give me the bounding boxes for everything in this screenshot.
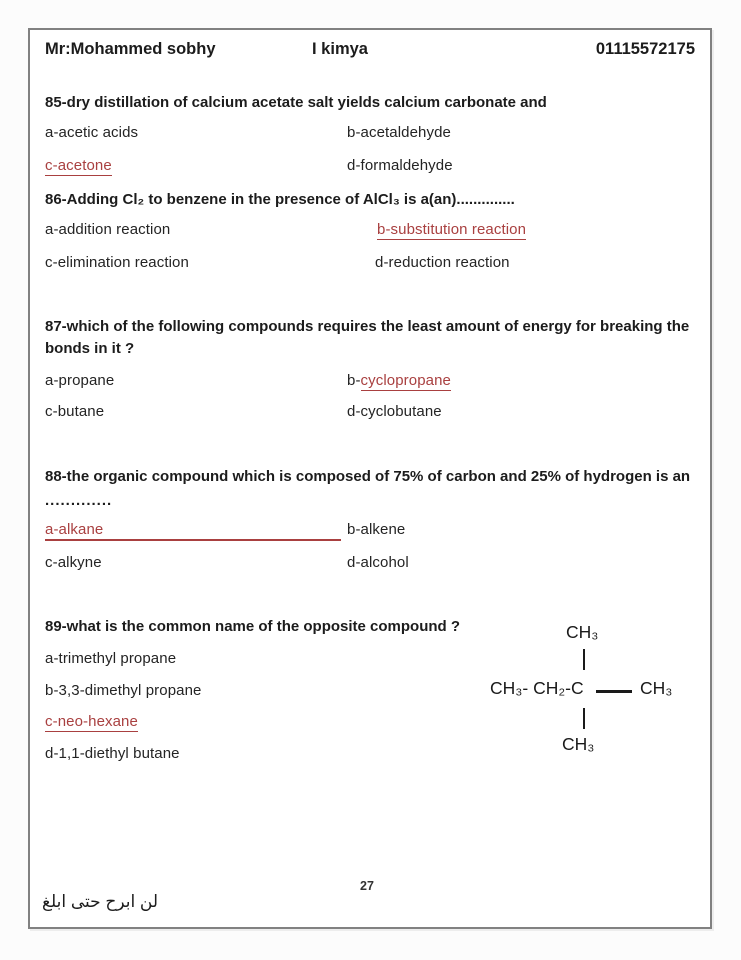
chemical-structure-diagram [490,620,705,795]
option-88-b: b-alkene [347,521,406,538]
structure-bond-vertical-top [583,649,585,670]
option-86-b-correct: b-substitution reaction [377,221,527,238]
option-87-b-correct: b-cyclopropane [347,372,451,389]
structure-main-chain: CH₃- CH₂-C [490,678,584,698]
option-88-d: d-alcohol [347,554,409,571]
subject-title: I kimya [312,40,368,58]
option-86-a: a-addition reaction [45,221,171,238]
arabic-footer-note: لن ابرح حتى ابلغ [42,892,159,911]
question-88-text: 88-the organic compound which is composed of 75% of carbon and 25% of hydrogen is an [45,468,691,485]
option-85-b: b-acetaldehyde [347,124,451,141]
option-85-d: d-formaldehyde [347,157,453,174]
page-number: 27 [360,879,374,893]
option-89-c-correct: c-neo-hexane [45,713,138,730]
option-86-d: d-reduction reaction [375,254,510,271]
structure-right-methyl-group: CH₃ [640,678,673,698]
option-89-b: b-3,3-dimethyl propane [45,682,202,699]
question-88-ellipsis: ............. [45,492,113,509]
option-87-a: a-propane [45,372,115,389]
option-87-c: c-butane [45,403,105,420]
option-85-c-correct: c-acetone [45,157,112,174]
teacher-name: Mr:Mohammed sobhy [45,40,216,58]
exam-page [28,28,712,929]
option-87-d: d-cyclobutane [347,403,442,420]
structure-bottom-methyl-group: CH₃ [562,734,595,754]
question-86-text: 86-Adding Cl₂ to benzene in the presence of AlCl₃ is a(an).............. [45,191,515,208]
question-87-text: 87-which of the following compounds requires the least amount of energy for breaking the bonds in it ? [45,318,690,357]
option-88-c: c-alkyne [45,554,102,571]
option-89-d: d-1,1-diethyl butane [45,745,180,762]
question-85-text: 85-dry distillation of calcium acetate salt yields calcium carbonate and [45,94,547,111]
option-88-a-correct: a-alkane [45,521,341,541]
page-header [45,40,695,59]
phone-number: 01115572175 [595,40,695,58]
option-89-a: a-trimethyl propane [45,650,177,667]
structure-bond-vertical-bottom [583,708,585,729]
option-86-c: c-elimination reaction [45,254,189,271]
structure-bond-horizontal [596,690,632,693]
option-85-a: a-acetic acids [45,124,139,141]
structure-top-methyl-group: CH₃ [566,622,599,642]
question-89-text: 89-what is the common name of the opposite compound ? [45,618,461,635]
